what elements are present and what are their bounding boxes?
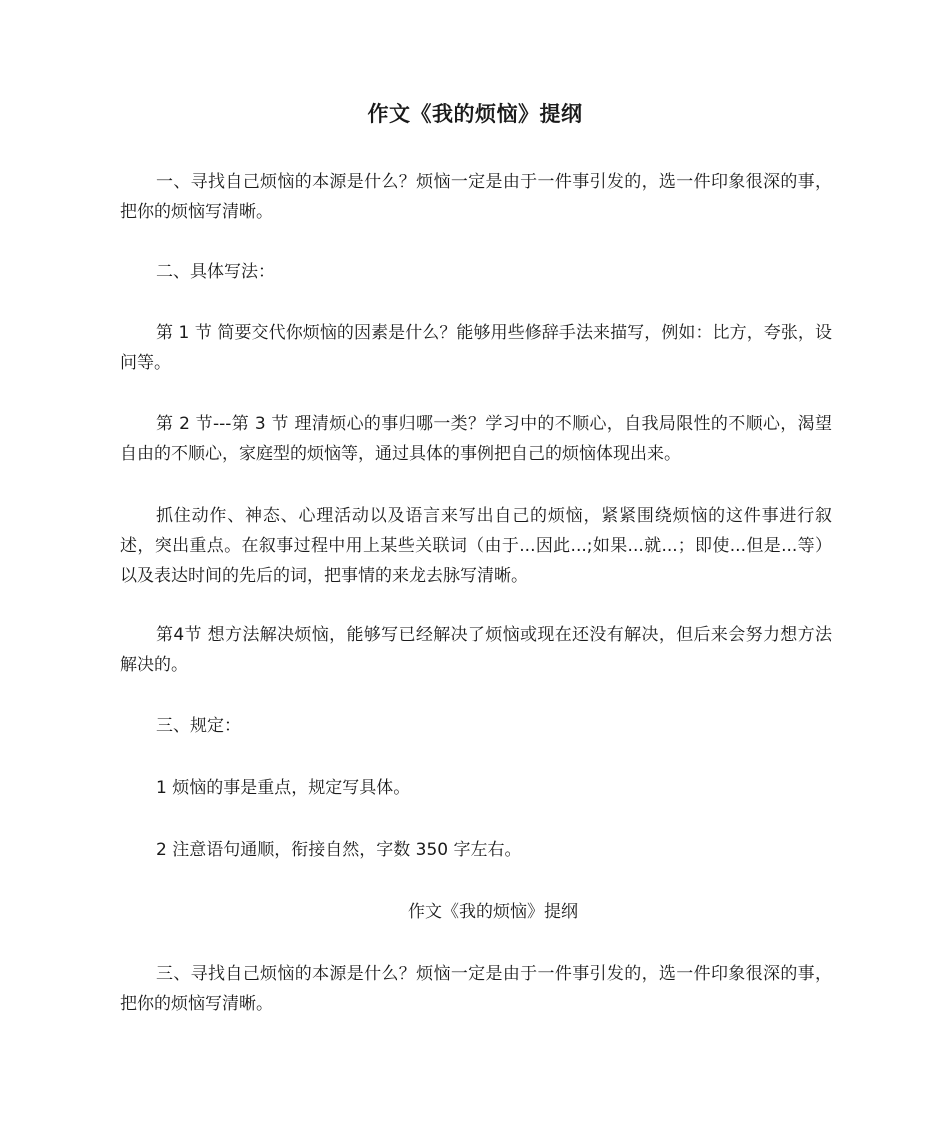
document-title: 作文《我的烦恼》提纲 [367,102,583,126]
paragraph-1: 一、寻找自己烦恼的本源是什么？烦恼一定是由于一件事引发的，选一件印象很深的事，把你的烦恼写清晰。 [120,172,832,222]
closing-paragraph: 三、寻找自己烦恼的本源是什么？烦恼一定是由于一件事引发的，选一件印象很深的事，把你的烦恼写清晰。 [120,964,832,1014]
paragraph-8: 1 烦恼的事是重点，规定写具体。 [156,778,411,798]
paragraph-4: 第 2 节---第 3 节 理清烦心的事归哪一类？学习中的不顺心，自我局限性的不顺心，渴望自由的不顺心，家庭型的烦恼等，通过具体的事例把自己的烦恼体现出来。 [120,414,832,464]
paragraph-6: 第4节 想方法解决烦恼，能够写已经解决了烦恼或现在还没有解决，但后来会努力想方法解决的。 [120,625,832,675]
paragraph-9: 2 注意语句通顺，衔接自然，字数 350 字左右。 [156,840,522,860]
paragraph-2: 二、具体写法： [156,262,275,282]
paragraph-7: 三、规定： [156,716,241,736]
document-subtitle: 作文《我的烦恼》提纲 [408,902,578,922]
paragraph-3: 第 1 节 简要交代你烦恼的因素是什么？能够用些修辞手法来描写，例如：比方，夸张，设问等。 [120,323,832,373]
paragraph-5: 抓住动作、神态、心理活动以及语言来写出自己的烦恼，紧紧围绕烦恼的这件事进行叙述，突出重点。在叙事过程中用上某些关联词（由于...因此...;如果...就...；即使...但是...等）以及表达时间的先后的词，把事情的来龙去脉写清晰。 [120,506,832,586]
